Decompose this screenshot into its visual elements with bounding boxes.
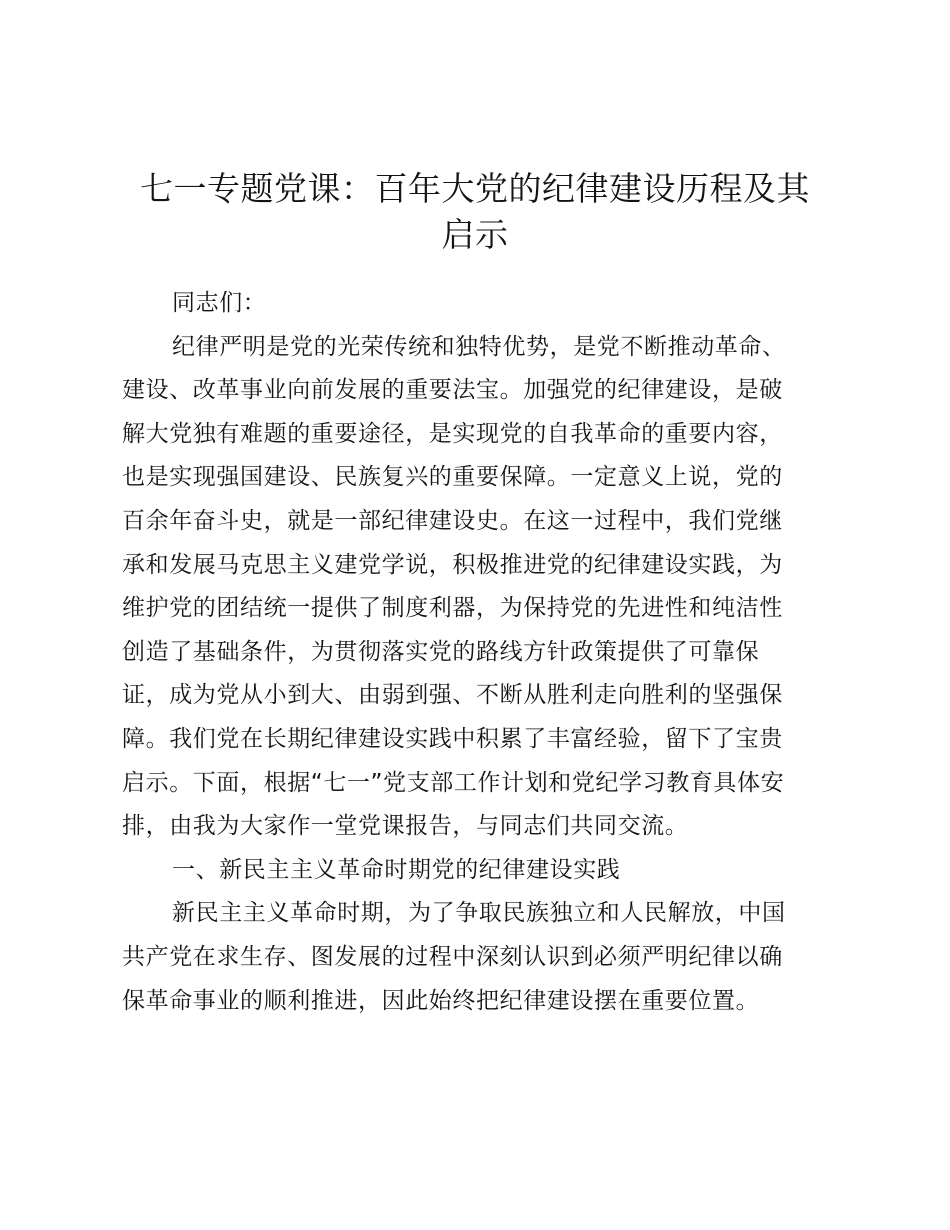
title-line: 启示 — [441, 215, 509, 254]
text-line: 纪律严明是党的光荣传统和独特优势，是党不断推动革命、 — [172, 333, 786, 360]
document-title — [120, 166, 830, 258]
text-line: 解大党独有难题的重要途径，是实现党的自我革命的重要内容， — [122, 420, 783, 447]
heading-line: 一、新民主主义革命时期党的纪律建设实践 — [172, 856, 621, 883]
text-line: 也是实现强国建设、民族复兴的重要保障。一定意义上说，党的 — [122, 464, 783, 491]
text-line: 证，成为党从小到大、由弱到强、不断从胜利走向胜利的坚强保 — [122, 682, 783, 709]
text-line: 百余年奋斗史，就是一部纪律建设史。在这一过程中，我们党继 — [122, 507, 783, 534]
section-paragraph — [122, 892, 832, 1023]
text-line: 建设、改革事业向前发展的重要法宝。加强党的纪律建设，是破 — [122, 377, 783, 404]
text-line: 排，由我为大家作一堂党课报告，与同志们共同交流。 — [122, 813, 689, 840]
salutation-paragraph — [122, 282, 832, 326]
text-line: 新民主主义革命时期，为了争取民族独立和人民解放，中国 — [172, 900, 786, 927]
text-line: 承和发展马克思主义建党学说，积极推进党的纪律建设实践，为 — [122, 551, 783, 578]
document-body — [122, 282, 832, 1023]
intro-paragraph — [122, 326, 832, 849]
text-line: 共产党在求生存、图发展的过程中深刻认识到必须严明纪律以确 — [122, 943, 783, 970]
text-line: 维护党的团结统一提供了制度利器，为保持党的先进性和纯洁性 — [122, 595, 783, 622]
text-line: 同志们： — [172, 290, 267, 316]
text-line: 保革命事业的顺利推进，因此始终把纪律建设摆在重要位置。 — [122, 987, 760, 1014]
section-heading — [122, 849, 832, 893]
text-line: 创造了基础条件，为贯彻落实党的路线方针政策提供了可靠保 — [122, 638, 760, 665]
text-line: 障。我们党在长期纪律建设实践中积累了丰富经验，留下了宝贵 — [122, 725, 783, 752]
title-line: 七一专题党课：百年大党的纪律建设历程及其 — [140, 169, 810, 208]
text-line: 启示。下面，根据“七一”党支部工作计划和党纪学习教育具体安 — [122, 769, 785, 796]
